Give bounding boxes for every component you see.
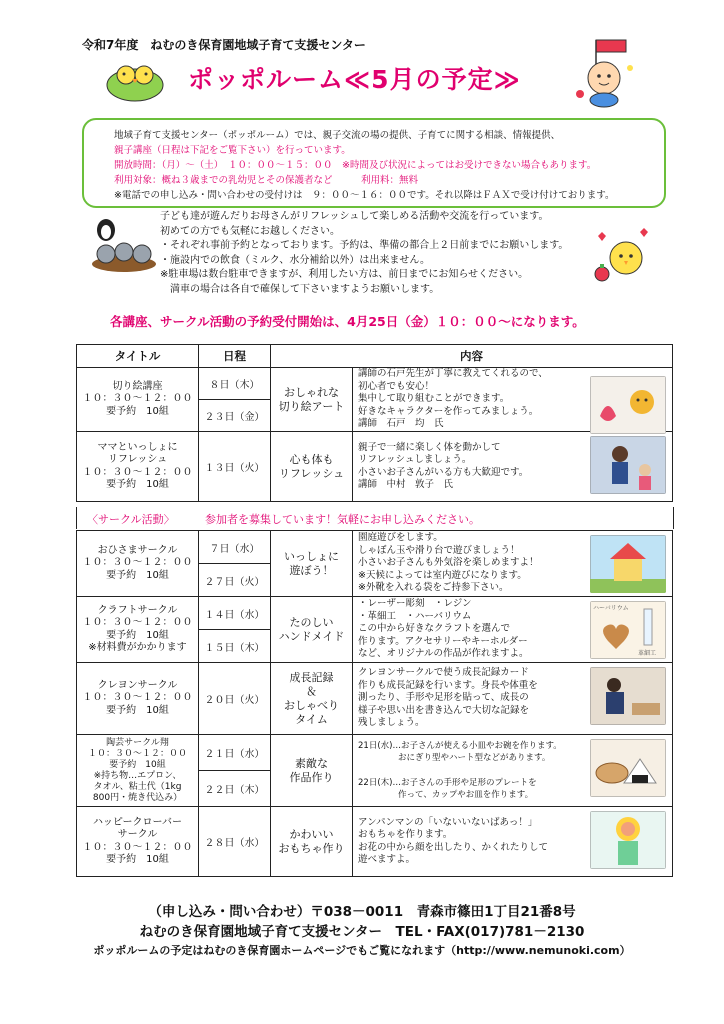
description-line: 遊べますよ。 [358, 854, 416, 865]
circle-section-label: 〈サークル活動〉 [87, 513, 175, 526]
description-line: アンパンマンの「いないいないばあっ！」 [358, 816, 538, 828]
intro-line: 初めての方でも気軽にお越しください。 [160, 225, 340, 237]
playground-photo [590, 535, 666, 593]
description-line: 様子や思い出を書き込んで大切な記録を [358, 704, 530, 716]
course-title-cell [77, 368, 199, 432]
circle-label: 素敵な [295, 756, 328, 770]
craft-image-caption: ハーバリウム [593, 605, 629, 612]
decorative-chick-illustration [104, 55, 166, 103]
description-line: クレヨンサークルで使う成長記録カード [358, 667, 529, 679]
table-header-row [77, 345, 673, 368]
craft-samples-photo [590, 601, 666, 659]
course-label: 心も体も [289, 452, 334, 466]
description-line: など、オリジナルの作品が作れますよ。 [358, 648, 529, 660]
header-content: 内容 [271, 345, 673, 368]
circle-bring-note: 800円・焼き代込み） [92, 792, 183, 803]
table-row [77, 432, 673, 502]
info-eligibility: 利用対象：概ね３歳までの乳幼児とその保護者など 利用料：無料 [114, 175, 419, 186]
circle-name: おひさまサークル [97, 544, 178, 556]
table-row [77, 735, 673, 771]
description-line: 講師 中村 敦子 氏 [358, 479, 454, 490]
circle-description-cell [353, 531, 673, 597]
circle-label: いっしょに [284, 549, 339, 563]
paper-cut-art-photo [590, 376, 666, 434]
circle-reservation: 要予約 10組 [106, 704, 169, 716]
circle-reservation: 要予約 10組 [106, 854, 169, 865]
intro-line: ・それぞれ事前予約となっております。予約は、準備の都合上２日前までにお願いします。 [160, 240, 569, 251]
decorative-chick-with-hearts-illustration [588, 226, 654, 286]
intro-text [160, 210, 580, 297]
description-line: 21日(水)…お子さんが使える小皿やお碗を作ります。 [358, 740, 562, 751]
course-reservation: 要予約 10組 [106, 479, 169, 490]
circle-schedule-table [76, 530, 673, 877]
description-line: ※外靴を入れる袋をご持参下さい。 [358, 582, 509, 594]
description-line: 作りも成長記録を行います。身長や体重を [358, 679, 538, 691]
circle-title-cell [77, 597, 199, 663]
description-line: ・レーザー彫刻 ・レジン [358, 598, 472, 610]
organization-line: 令和7年度 ねむのき保育園地域子育て支援センター [82, 38, 366, 52]
info-line: 親子講座（日程は下記をご覧下さい）を行っています。 [114, 145, 351, 156]
course-time: １０：３０～１２：００ [82, 466, 193, 478]
description-line: 初心者でも安心！ [358, 380, 435, 392]
circle-title-cell [77, 531, 199, 597]
description-line: 残しましょう。 [358, 717, 425, 729]
circle-name: クレヨンサークル [97, 679, 178, 691]
course-date: １３日（火） [199, 432, 271, 502]
info-phone-hours: ※電話での申し込み・問い合わせの受付けは ９：００～１６：００です。それ以降はＦＡＸで受け付けております。 [114, 190, 615, 201]
circle-date: １５日（木） [199, 630, 271, 663]
info-opening-hours: 開放時間：（月）～（土） １０：００～１５：００ ※時間及び状況によってはお受けできない場合もあります。 [114, 160, 597, 171]
circle-label-cell [271, 807, 353, 877]
course-name: ママといっしょに [97, 441, 178, 453]
circle-name: サークル [117, 829, 158, 840]
footer-contact-address: （申し込み・問い合わせ）〒038－0011 青森市篠田1丁目21番8号 [148, 904, 576, 920]
description-line: 園庭遊びをします。 [358, 532, 443, 544]
course-schedule-table [76, 344, 673, 502]
circle-name: 陶芸サークル翔 [106, 737, 169, 748]
intro-line: 満車の場合は各自で確保して下さいますようお願いします。 [170, 283, 440, 295]
circle-date: ７日（水） [199, 531, 271, 564]
description-line: リフレッシュしましょう。 [358, 454, 472, 465]
course-label-cell [271, 432, 353, 502]
circle-label: たのしい [289, 615, 334, 629]
circle-label: ＆ [306, 684, 317, 698]
circle-description-cell [353, 663, 673, 735]
circle-bring-note: ※持ち物…エプロン、 [93, 770, 182, 781]
table-row [77, 531, 673, 564]
page-title: ポッポルーム≪5月の予定≫ [188, 65, 521, 94]
description-line: 測ったり、手形や足形を貼って、成長の [358, 692, 529, 704]
circle-time: １０：３０～１２：００ [87, 748, 187, 759]
growth-record-photo [590, 667, 666, 725]
decorative-child-with-carp-flag-illustration [566, 38, 644, 108]
course-date: ８日（木） [199, 368, 271, 400]
circle-label-cell [271, 735, 353, 807]
circle-date: ２８日（水） [199, 807, 271, 877]
description-line: 22日(木)…お子さんの手形や足形のプレートを [358, 777, 537, 788]
description-line: 小さいお子さんがいる方も大歓迎です。 [358, 466, 529, 478]
description-line: お花の中から顔を出したり、かくれたりして [358, 841, 549, 853]
reservation-notice: 各講座、サークル活動の予約受付開始は、4月25日（金）１０：００～になります。 [110, 314, 585, 329]
circle-reservation: 要予約 10組 [106, 569, 169, 581]
description-line: しゃぼん玉や滑り台で遊びましょう！ [358, 544, 520, 556]
exercise-class-photo [590, 436, 666, 494]
circle-date: ２０日（火） [199, 663, 271, 735]
course-title-cell [77, 432, 199, 502]
course-name: リフレッシュ [107, 454, 168, 465]
intro-line: ※駐車場は数台駐車できますが、利用したい方は、前日までにお知らせください。 [160, 269, 529, 280]
header-date: 日程 [199, 345, 271, 368]
description-line: おもちゃを作ります。 [358, 829, 453, 840]
craft-image-caption: 革細工 [638, 650, 657, 657]
decorative-birds-illustration [88, 218, 160, 274]
description-line: おにぎり型やハート型などがあります。 [398, 753, 551, 763]
description-line: 講師 石戸 均 氏 [358, 418, 444, 430]
intro-line: 子ども達が遊んだりお母さんがリフレッシュして楽しめる活動や交流を行っています。 [160, 211, 549, 222]
circle-label: おしゃべり [284, 698, 339, 712]
table-row [77, 663, 673, 735]
circle-label: 遊ぼう！ [289, 563, 334, 577]
circle-time: １０：３０～１２：００ [82, 692, 193, 704]
circle-label: かわいい [289, 827, 334, 841]
description-line: 小さいお子さんも外気浴を楽しめますよ！ [358, 557, 539, 569]
circle-bring-note: タオル、粘土代（1kg [93, 781, 182, 792]
description-line: ・革細工 ・ハーバリウム [358, 610, 472, 622]
table-row [77, 807, 673, 877]
intro-line: ・施設内での飲食（ミルク、水分補給以外）は出来ません。 [160, 254, 430, 266]
circle-label: おもちゃ作り [278, 841, 345, 855]
circle-reservation: 要予約 10組 [106, 629, 169, 641]
circle-label-cell [271, 597, 353, 663]
circle-description-cell [353, 735, 673, 807]
circle-reservation: 要予約 10組 [109, 759, 166, 770]
table-row [77, 597, 673, 630]
circle-title-cell [77, 663, 199, 735]
course-description-cell [353, 432, 673, 502]
info-line: 地域子育て支援センター（ポッポルーム）では、親子交流の場の提供、子育てに関する相談、情報提供、 [114, 130, 561, 141]
circle-date: ２２日（木） [199, 771, 271, 807]
circle-label-cell [271, 531, 353, 597]
course-label: 切り絵アート [278, 399, 345, 413]
circle-date: ２７日（火） [199, 564, 271, 597]
description-line: 親子で一緒に楽しく体を動かして [358, 441, 501, 453]
pottery-photo [590, 739, 666, 797]
circle-label: タイム [295, 712, 328, 726]
course-description-cell [353, 368, 673, 432]
circle-time: １０：３０～１２：００ [82, 617, 193, 628]
circle-label: 作品作り [289, 770, 334, 784]
circle-label: 成長記録 [289, 670, 334, 684]
course-label-cell [271, 368, 353, 432]
info-box [82, 118, 666, 208]
description-line: ※天候によっては室内遊びになります。 [358, 569, 527, 581]
circle-time: １０：３０～１２：００ [82, 841, 193, 853]
circle-label-cell [271, 663, 353, 735]
course-label: リフレッシュ [278, 466, 345, 480]
circle-fee-note: ※材料費がかかります [88, 642, 187, 653]
description-line: 集中して取り組むことができます。 [358, 393, 510, 405]
description-line: 講師の石戸先生が丁寧に教えてくれるので、 [358, 368, 548, 380]
circle-label: ハンドメイド [278, 629, 345, 643]
circle-activities-note [76, 507, 674, 529]
circle-name: クラフトサークル [97, 604, 178, 616]
description-line: 好きなキャラクターを作ってみましょう。 [358, 405, 539, 417]
course-reservation: 要予約 10組 [106, 405, 169, 417]
circle-date: １４日（水） [199, 597, 271, 630]
course-label: おしゃれな [284, 385, 339, 399]
footer-homepage-note: ポッポルームの予定はねむのき保育園ホームページでもご覧になれます（http://www.nemunoki.com） [93, 944, 631, 957]
circle-description-cell [353, 807, 673, 877]
circle-description-cell [353, 597, 673, 663]
course-date: ２３日（金） [199, 400, 271, 432]
flower-toy-photo [590, 811, 666, 869]
table-row [77, 368, 673, 400]
circle-name: ハッピークローバー [92, 816, 183, 828]
description-line: 作って、カップやお皿を作ります。 [398, 790, 534, 800]
footer-contact-phone: ねむのき保育園地域子育て支援センター TEL・FAX(017)781－2130 [139, 924, 585, 940]
course-time: １０：３０～１２：００ [82, 393, 193, 405]
header-title: タイトル [77, 345, 199, 368]
circle-title-cell [77, 807, 199, 877]
circle-date: ２１日（水） [199, 735, 271, 771]
circle-title-cell [77, 735, 199, 807]
course-name: 切り絵講座 [112, 380, 163, 392]
circle-section-message: 参加者を募集しています！気軽にお申し込みください。 [205, 513, 480, 526]
description-line: この中から好きなクラフトを選んで [358, 623, 511, 635]
description-line: 作ります。アクセサリーやキーホルダー [358, 635, 528, 647]
circle-time: １０：３０～１２：００ [82, 557, 193, 569]
